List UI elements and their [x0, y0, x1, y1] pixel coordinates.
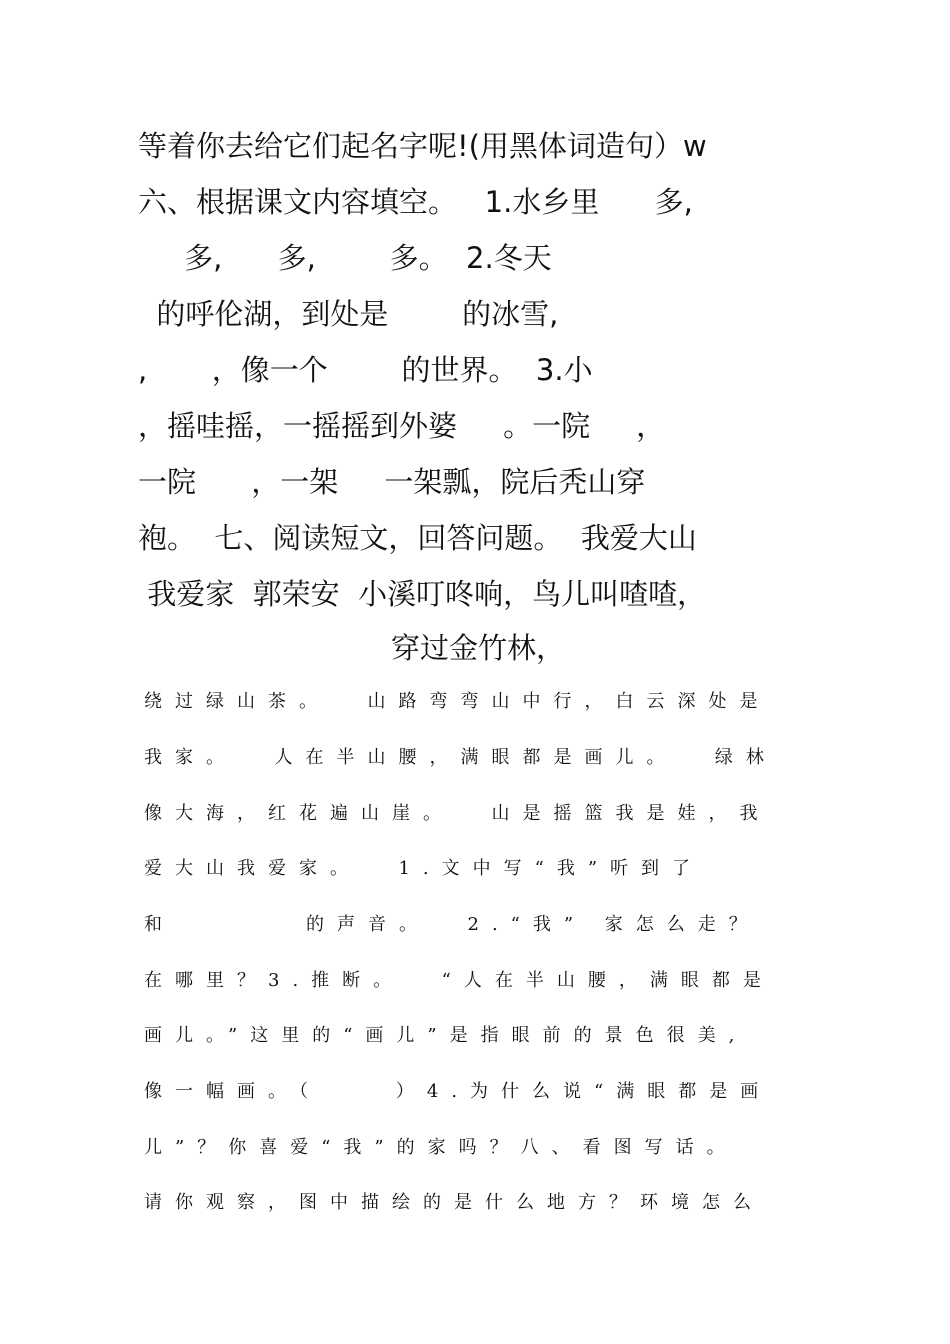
text-line: 爱大山我爱家。 1.文中写“我”听到了 [144, 858, 704, 879]
text-line: 像一幅画。（ ）4.为什么说“满眼都是画 [144, 1081, 772, 1102]
text-line: 六、根据课文内容填空。 1.水乡里 多, [138, 185, 693, 219]
text-line: 袍。 七、阅读短文，回答问题。 我爱大山 [138, 521, 697, 555]
text-line: 穿过金竹林， [390, 631, 565, 665]
text-line: 我家。 人在半山腰，满眼都是画儿。 绿林 [144, 747, 777, 768]
text-line: 多, 多, 多。 2.冬天 [138, 241, 552, 275]
text-line: , ，像一个 的世界。 3.小 [138, 353, 593, 387]
text-line: 画儿。”这里的“画儿”是指眼前的景色很美, [144, 1025, 748, 1046]
text-line: 绕过绿山茶。 山路弯弯山中行，白云深处是 [144, 691, 771, 712]
text-line: 在哪里？3.推断。 “人在半山腰，满眼都是 [144, 970, 774, 991]
text-line: ，摇哇摇，一摇摇到外婆 。一院 ， [138, 409, 666, 443]
text-line: 一院 ，一架 一架瓢，院后秃山穿 [138, 465, 646, 499]
text-line: 等着你去给它们起名字呢!(用黑体词造句）w [138, 129, 707, 163]
text-line: 的呼伦湖，到处是 的冰雪, [138, 297, 559, 331]
text-line: 我爱家 郭荣安 小溪叮咚响，鸟儿叫喳喳， [138, 577, 707, 611]
text-line: 和 的声音。 2.“我” 家怎么走？ [144, 914, 760, 935]
text-line: 请你观察，图中描绘的是什么地方？环境怎么 [144, 1192, 764, 1213]
text-line: 儿”？你喜爱“我”的家吗？八、看图写话。 [144, 1137, 738, 1158]
text-line: 像大海，红花遍山崖。 山是摇篮我是娃，我 [144, 803, 771, 824]
